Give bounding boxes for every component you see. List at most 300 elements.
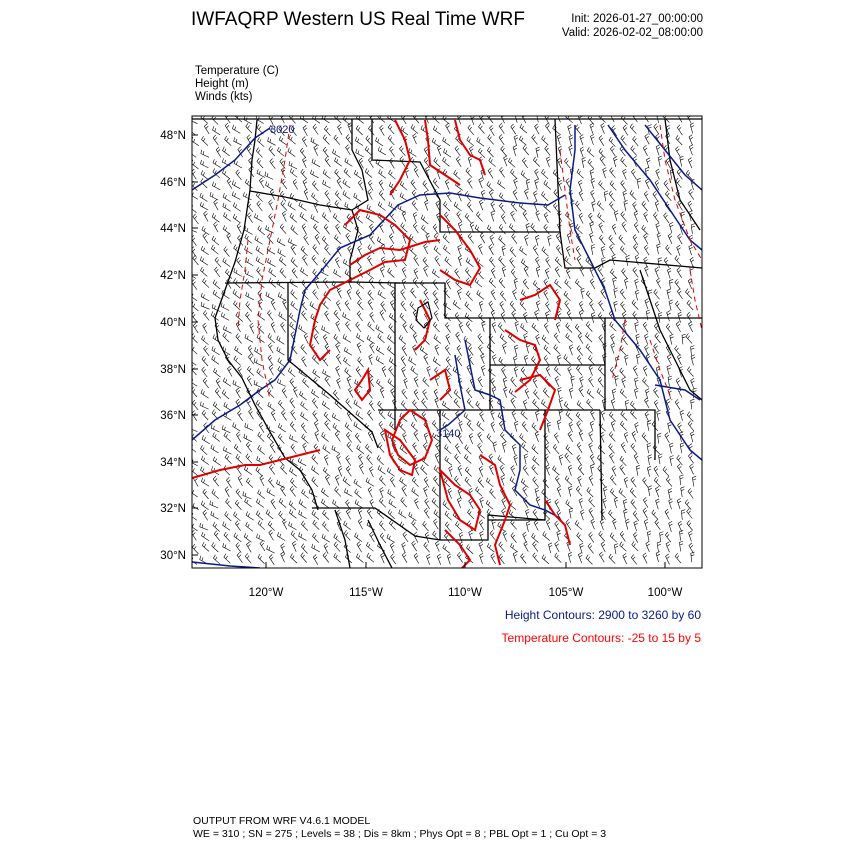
wind-barb: [500, 167, 505, 177]
wind-barb: [258, 520, 265, 529]
wind-barb: [466, 321, 472, 331]
wind-barb: [654, 466, 659, 476]
height-contours: [192, 125, 702, 568]
wind-barb: [668, 422, 672, 433]
wind-barb: [532, 134, 538, 144]
wind-barb: [355, 489, 362, 499]
wind-barb: [577, 256, 581, 266]
wind-barb: [519, 136, 526, 145]
wind-barb: [337, 378, 341, 389]
wind-barb: [226, 477, 231, 487]
wind-barb: [214, 222, 219, 233]
wind-barb: [571, 376, 575, 386]
wind-barb: [688, 453, 693, 463]
wind-barb: [521, 259, 528, 268]
wind-barb: [347, 376, 351, 387]
wind-barb: [479, 244, 483, 255]
wind-barb: [558, 180, 562, 191]
wind-barb: [289, 522, 297, 530]
wind-barb: [655, 333, 661, 343]
wind-barb: [323, 147, 329, 157]
wind-barb: [466, 258, 473, 267]
wind-barb: [346, 233, 351, 243]
wind-barb: [590, 222, 594, 233]
wind-barb: [536, 411, 540, 422]
wind-barb: [633, 511, 639, 521]
wind-barb: [382, 366, 386, 377]
wind-barb: [603, 168, 607, 179]
wind-barb: [663, 466, 669, 476]
wind-barb: [358, 357, 364, 367]
wind-barb: [535, 179, 539, 190]
wind-barb: [246, 292, 254, 300]
wind-barb: [577, 532, 583, 542]
wind-barb: [664, 181, 669, 191]
wind-barb: [356, 322, 361, 332]
wind-barb: [437, 554, 441, 565]
wind-barb: [312, 454, 318, 464]
wind-barb: [278, 379, 286, 387]
wind-barb: [423, 389, 428, 399]
wind-barb: [536, 211, 540, 222]
wind-barb: [670, 334, 674, 345]
wind-barb: [632, 300, 638, 310]
wind-barb: [223, 203, 231, 211]
wind-barb: [414, 377, 418, 388]
wind-barb: [566, 333, 573, 342]
wind-barb: [334, 310, 340, 320]
wind-barb: [614, 157, 618, 168]
wind-barb: [357, 445, 364, 454]
wind-barb: [212, 355, 219, 364]
wind-barb: [266, 510, 273, 519]
legend-temperature: Temperature (C): [195, 65, 279, 77]
wind-barb: [235, 521, 240, 531]
wind-barb: [569, 145, 573, 156]
wind-barb: [344, 521, 351, 530]
wind-barb: [345, 270, 352, 279]
wind-barb: [290, 486, 296, 496]
wind-barb: [521, 443, 528, 453]
wind-barb: [557, 134, 561, 145]
wind-barb: [245, 270, 253, 278]
wind-barb: [544, 355, 549, 365]
wind-barb: [644, 191, 649, 201]
wind-barb: [281, 465, 287, 475]
wind-barb: [378, 279, 384, 289]
wind-barb: [654, 289, 660, 299]
wind-barb: [587, 147, 594, 157]
wind-barb: [367, 335, 375, 344]
wind-barb: [324, 412, 330, 422]
wind-barb: [336, 321, 340, 332]
wind-barb: [687, 300, 693, 310]
map-title: IWFAQRP Western US Real Time WRF: [191, 9, 525, 30]
wind-barb: [544, 323, 549, 333]
wind-barb: [415, 465, 419, 476]
wind-barb: [301, 553, 307, 563]
wind-barb: [568, 432, 573, 442]
wind-barb: [343, 312, 351, 320]
wind-barb: [233, 422, 241, 431]
wind-barb: [499, 236, 506, 246]
wind-barb: [587, 487, 593, 497]
wind-barb: [635, 378, 639, 388]
wind-barb: [322, 236, 328, 246]
wind-barb: [390, 543, 394, 554]
wind-barb: [633, 532, 637, 543]
wind-barb: [631, 401, 638, 411]
wind-barb: [354, 479, 362, 488]
wind-barb: [513, 552, 517, 563]
wind-barb: [215, 257, 221, 267]
wind-barb: [675, 346, 681, 356]
wind-barb: [576, 201, 582, 211]
wind-barb: [410, 302, 416, 312]
wind-barb: [290, 193, 297, 202]
wind-barb: [503, 343, 507, 354]
wind-barb: [368, 322, 375, 331]
wind-barb: [468, 156, 472, 167]
wind-barb: [322, 432, 329, 441]
wind-barb: [203, 323, 208, 334]
wind-barb: [271, 499, 276, 509]
wind-barb: [690, 464, 694, 475]
wind-barb: [499, 203, 505, 213]
wind-barb: [291, 301, 298, 310]
wind-barb: [221, 312, 229, 320]
wind-barb: [465, 268, 471, 278]
wind-barb: [689, 531, 693, 542]
wind-barb: [557, 486, 561, 497]
wind-barb: [433, 178, 439, 188]
wind-barb: [478, 443, 483, 453]
wind-barb: [402, 279, 406, 290]
wind-barb: [224, 402, 232, 411]
wind-barb: [277, 480, 285, 488]
wind-barb: [523, 400, 527, 411]
wind-barb: [301, 423, 306, 433]
wind-barb: [546, 157, 550, 168]
wind-barb: [647, 466, 651, 477]
wind-barb: [201, 246, 209, 255]
wind-barb: [468, 233, 474, 243]
wind-barb: [214, 368, 221, 377]
wind-barb: [610, 201, 616, 211]
wind-barb: [458, 465, 462, 476]
wind-barb: [257, 534, 265, 542]
wind-barb: [269, 146, 275, 156]
wind-barb: [258, 445, 265, 454]
wind-barb: [643, 366, 647, 377]
wind-barb: [425, 200, 429, 211]
wind-barb: [369, 401, 374, 411]
wind-barb: [277, 347, 285, 355]
wind-barb: [631, 477, 637, 487]
wind-barb: [654, 388, 659, 398]
wind-barb: [378, 290, 386, 299]
wind-barb: [245, 498, 252, 507]
wind-barb: [237, 258, 243, 268]
wind-barb: [546, 301, 551, 311]
wind-barb: [379, 498, 385, 508]
wind-barb: [632, 112, 637, 122]
wind-barb: [279, 511, 285, 521]
wind-barb: [213, 457, 221, 466]
wind-barb: [444, 148, 452, 157]
wind-barb: [565, 158, 571, 168]
wind-barb: [536, 112, 540, 123]
wind-barb: [256, 511, 263, 520]
wind-barb: [289, 509, 296, 518]
wind-barb: [526, 521, 530, 532]
wind-barb: [581, 288, 585, 299]
wind-barb: [223, 193, 231, 202]
wind-barb: [302, 137, 307, 147]
wind-barb: [236, 432, 241, 442]
wind-barb: [524, 541, 529, 551]
wind-barb: [202, 435, 210, 444]
wind-barb: [490, 489, 496, 499]
wind-barb: [282, 388, 287, 398]
wind-barb: [249, 409, 254, 419]
wind-barb: [678, 312, 682, 323]
wind-barb: [189, 204, 196, 213]
wind-barb: [302, 311, 308, 321]
wind-barb: [403, 532, 408, 542]
wind-barb: [268, 259, 276, 267]
wind-barb: [294, 387, 298, 398]
wind-barb: [533, 553, 539, 563]
wind-barb: [631, 409, 637, 419]
wind-barb: [260, 475, 264, 486]
wind-barb: [555, 553, 562, 563]
wind-barb: [546, 257, 551, 267]
wind-barb: [645, 299, 649, 310]
wind-barb: [600, 519, 604, 530]
wind-barb: [312, 255, 318, 265]
wind-barb: [456, 521, 463, 531]
wind-barb: [575, 520, 582, 529]
wind-barb: [213, 476, 219, 486]
wind-barb: [511, 398, 516, 408]
wind-barb: [203, 278, 210, 288]
wind-barb: [609, 412, 615, 422]
wind-barb: [668, 233, 672, 244]
wind-barb: [216, 147, 221, 157]
legend-height: Height (m): [195, 78, 249, 90]
wind-barb: [356, 367, 361, 377]
wind-barb: [288, 368, 295, 377]
wind-barb: [257, 201, 263, 211]
wind-barb: [586, 333, 593, 343]
wind-barb: [623, 191, 627, 202]
wind-barb: [675, 553, 681, 563]
wind-barb: [290, 554, 297, 564]
wind-barb: [465, 445, 472, 455]
wind-barb: [478, 334, 483, 344]
wind-barb: [545, 268, 549, 279]
wind-barb: [303, 255, 308, 265]
wind-barb: [522, 113, 527, 124]
wind-barb: [578, 333, 583, 343]
wind-barb: [335, 431, 340, 441]
wind-barb: [564, 355, 571, 365]
wind-barb: [246, 312, 252, 322]
wind-barb: [521, 323, 528, 332]
wind-barb: [201, 302, 209, 309]
wind-barb: [314, 421, 318, 432]
wind-barb: [523, 211, 528, 221]
wind-barb: [510, 258, 515, 268]
wind-barb: [356, 290, 361, 300]
wind-barb: [244, 466, 252, 475]
wind-barb: [390, 146, 395, 156]
wind-barb: [656, 112, 660, 123]
wind-barb: [410, 324, 417, 334]
wind-barb: [424, 542, 430, 552]
wind-barb: [300, 148, 306, 158]
wind-barb: [575, 279, 582, 289]
wind-barb: [687, 367, 693, 377]
wind-barb: [345, 423, 352, 432]
wind-barb: [456, 156, 461, 166]
wind-barb: [442, 401, 450, 410]
wind-barb: [357, 280, 364, 289]
wind-barb: [590, 421, 594, 432]
wind-barb: [501, 475, 505, 486]
wind-barb: [357, 542, 362, 553]
wind-barb: [313, 124, 318, 134]
wind-barb: [424, 266, 428, 277]
wind-barb: [267, 488, 275, 496]
wind-barb: [355, 500, 363, 508]
wind-barb: [555, 476, 560, 486]
wind-barb: [445, 322, 450, 332]
wind-barb: [614, 544, 618, 554]
wind-barb: [425, 498, 430, 508]
wind-barb: [553, 466, 560, 475]
wind-barb: [691, 346, 695, 356]
wind-barb: [324, 126, 330, 136]
wind-barb: [478, 478, 484, 488]
wind-barb: [424, 508, 429, 518]
wind-barb: [619, 235, 625, 245]
wind-barb: [269, 268, 276, 277]
wind-barb: [536, 497, 540, 508]
wind-barb: [490, 235, 494, 246]
wind-barb: [520, 246, 527, 255]
wind-barb: [324, 224, 329, 234]
wind-barb: [589, 508, 594, 518]
wind-barb: [588, 543, 594, 553]
wind-barb: [579, 431, 583, 442]
wind-barb: [412, 520, 418, 530]
wind-barb: [609, 191, 615, 201]
wind-barb: [279, 136, 287, 145]
wind-barb: [635, 255, 639, 266]
wind-barb: [643, 378, 649, 388]
wind-barb: [279, 312, 286, 321]
wind-barb: [303, 125, 307, 135]
wind-barb: [343, 477, 350, 486]
wind-barb: [680, 475, 684, 485]
wind-barb: [542, 555, 549, 564]
wind-barb: [223, 446, 231, 454]
wind-barb: [543, 478, 549, 488]
wind-barb: [258, 324, 265, 334]
wind-barb: [190, 378, 198, 387]
wind-barb: [635, 388, 639, 398]
wind-barb: [633, 235, 638, 245]
wind-barb: [388, 379, 395, 388]
wind-barb: [546, 311, 550, 322]
wind-barb: [632, 541, 638, 551]
wind-barb: [668, 489, 672, 500]
wind-barb: [647, 420, 651, 430]
wind-barb: [301, 544, 307, 554]
wind-barb: [250, 323, 254, 334]
wind-barb: [465, 213, 471, 223]
wind-barb: [622, 222, 627, 232]
wind-barb: [601, 246, 605, 257]
wind-barb: [544, 212, 548, 223]
wind-barb: [432, 498, 439, 508]
wind-barb: [565, 453, 571, 463]
wind-barb: [590, 233, 594, 244]
wind-barb: [347, 442, 353, 452]
wind-barb: [257, 410, 262, 420]
wind-barb: [443, 137, 450, 146]
wind-barb: [577, 355, 582, 365]
wind-barb: [243, 192, 251, 200]
wind-barb: [377, 379, 384, 388]
wind-barb: [601, 542, 605, 553]
wind-barb: [666, 554, 670, 565]
wind-barb: [301, 344, 307, 354]
wind-barb: [691, 399, 695, 409]
wind-barb: [482, 321, 486, 332]
wind-barb: [432, 138, 440, 147]
wind-barb: [257, 369, 264, 378]
wind-barb: [357, 343, 361, 354]
wind-barb: [520, 300, 526, 310]
wind-barb: [225, 454, 231, 464]
wind-barb: [202, 136, 209, 146]
wind-barb: [322, 534, 330, 542]
wind-barb: [193, 214, 199, 224]
wind-barb: [475, 278, 482, 287]
wind-barb: [256, 246, 264, 255]
wind-barb: [315, 234, 320, 244]
wind-barb: [388, 268, 395, 278]
wind-barb: [415, 499, 419, 510]
wind-barb: [686, 333, 692, 343]
wind-barb: [245, 246, 253, 254]
wind-barb: [281, 486, 286, 496]
wind-barb: [479, 200, 483, 211]
wind-barb: [610, 475, 616, 485]
wind-barb: [512, 311, 517, 321]
wind-barb: [290, 213, 297, 222]
wind-barb: [303, 378, 310, 388]
wind-barb: [325, 190, 330, 200]
wind-barbs: [188, 112, 697, 565]
wind-barb: [625, 278, 629, 289]
wind-barb: [591, 244, 595, 254]
wind-barb: [233, 289, 240, 298]
wind-barb: [532, 423, 538, 433]
